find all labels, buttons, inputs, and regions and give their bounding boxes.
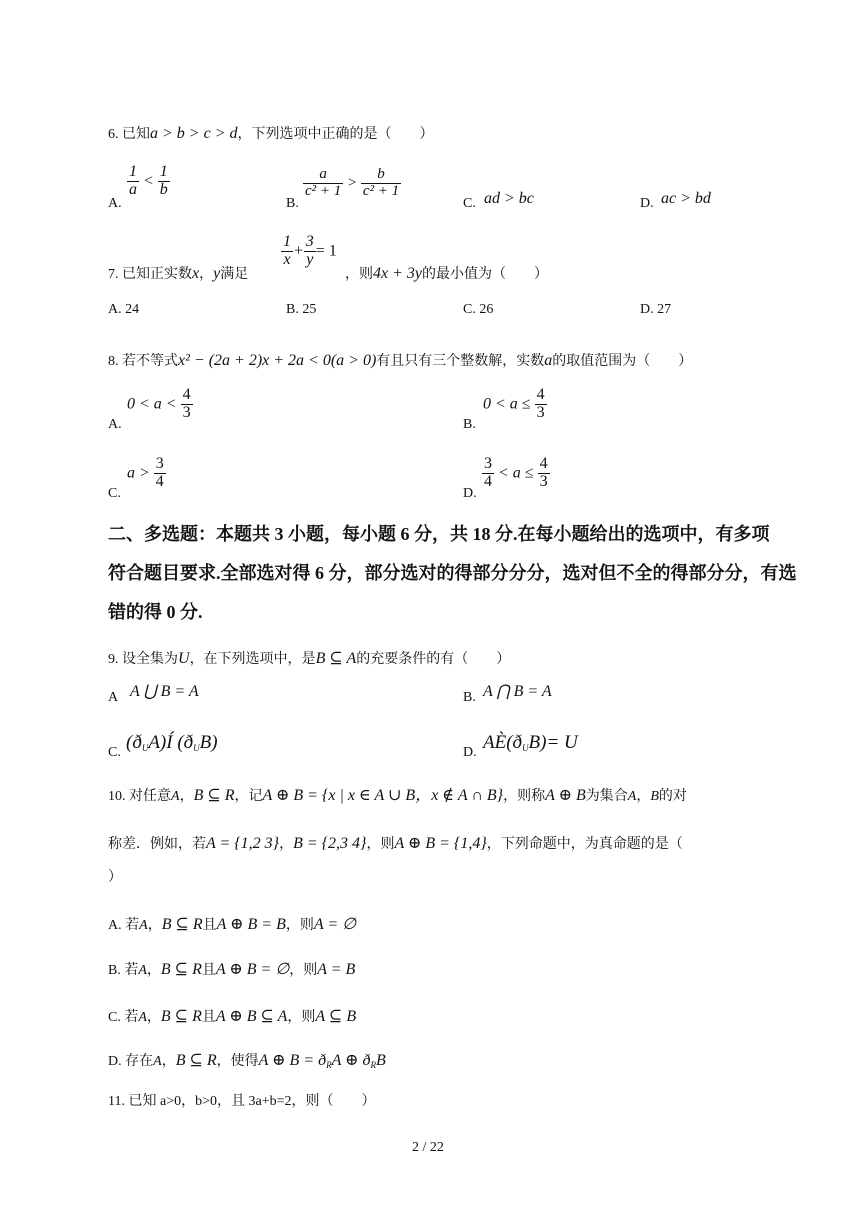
option-d-formula: $\frac{3}{4}$ < a ≤ $\frac{4}{3}$: [484, 455, 548, 490]
option-b-formula: $\frac{a}{\text{c² + 1}}$ > $\frac{b}{\text{c² + 1}}$: [305, 166, 400, 199]
option-label: B.: [286, 196, 299, 211]
page-number: 2 / 22: [412, 1140, 444, 1155]
option-label: D.: [463, 745, 477, 760]
option-label: A: [108, 690, 119, 705]
option-c-formula: ad > bc: [484, 190, 534, 207]
option-label: D.: [463, 486, 477, 501]
question-line-1: 10. 对任意A，B ⊆ R，记A ⊕ B = {x | x ∈ A ∪ B，x ∉ A ∩ B}，则称A ⊕ B为集合A，B的对: [108, 787, 687, 804]
option-c: C. 26: [463, 302, 494, 317]
question-text-tail: ，则4x + 3y的最小值为（ ）: [345, 265, 548, 282]
math-condition: a > b > c > d: [150, 125, 238, 142]
option-a-formula: A ⋃ B = A: [130, 683, 199, 700]
option-d-formula: ac > bd: [661, 190, 711, 207]
section-line-3: 错的得 0 分.: [108, 602, 203, 622]
option-label: B.: [463, 690, 476, 705]
option-c-formula: a > $\frac{3}{4}$: [127, 455, 164, 490]
option-d: D. 存在A，B ⊆ R，使得A ⊕ $B = ð_RA$ ⊕ $ð_RB$: [108, 1052, 386, 1070]
option-label: A.: [108, 196, 122, 211]
option-label: C.: [108, 486, 121, 501]
option-a: A. 24: [108, 302, 140, 317]
question-line-2: 称差．例如，若A = {1,2 3}，B = {2,3 4}，则A ⊕ B = {1,4}，下列命题中，为真命题的是（: [108, 835, 683, 852]
question-text: 7. 已知正实数x，y满足: [108, 265, 249, 282]
question-number: 6. 已知a > b > c > d，下列选项中正确的是（ ）: [108, 125, 434, 142]
section-line-2: 符合题目要求.全部选对得 6 分，部分选对的得部分分分，选对但不全的得部分分，有选: [108, 563, 797, 583]
option-b: B. 25: [286, 302, 317, 317]
option-label: A.: [108, 417, 122, 432]
constraint-formula: $\frac{1}{x}$ + $\frac{3}{y}$ = 1: [283, 233, 337, 268]
option-a: A. 若A，B ⊆ R且A ⊕ B = B，则A = ∅: [108, 916, 357, 933]
option-label: D.: [640, 196, 654, 211]
option-c-formula: $(ð_UA)Í$ $(ð_UB)$: [126, 732, 218, 753]
option-c: C. 若A，B ⊆ R且A ⊕ B ⊆ A，则A ⊆ B: [108, 1008, 357, 1025]
section-line-1: 二、多选题：本题共 3 小题，每小题 6 分，共 18 分.在每小题给出的选项中，有多项: [108, 524, 770, 544]
option-b-formula: A ⋂ B = A: [483, 683, 552, 700]
option-a-formula: $\frac{1}{a}$ < $\frac{1}{b}$: [129, 163, 168, 198]
option-a-formula: 0 < a < $\frac{4}{3}$: [127, 386, 191, 421]
option-b: B. 若A，B ⊆ R且A ⊕ B = ∅，则A = B: [108, 961, 356, 978]
option-b-formula: 0 < a ≤ $\frac{4}{3}$: [483, 386, 545, 421]
question-text: 9. 设全集为U，在下列选项中，是B ⊆ A的充要条件的有（ ）: [108, 650, 511, 667]
option-d: D. 27: [640, 302, 672, 317]
question-11: 11. 已知 a>0，b>0，且 3a+b=2，则（ ）: [108, 1094, 376, 1109]
option-d-formula: $AÈ(ð_UB)= U$: [483, 732, 578, 753]
question-line-3: ）: [108, 870, 122, 885]
option-label: B.: [463, 417, 476, 432]
option-label: C.: [463, 196, 476, 211]
option-label: C.: [108, 745, 121, 760]
question-text: 8. 若不等式x² − (2a + 2)x + 2a < 0(a > 0)有且只有三个整数解，实数a的取值范围为（ ）: [108, 352, 693, 369]
